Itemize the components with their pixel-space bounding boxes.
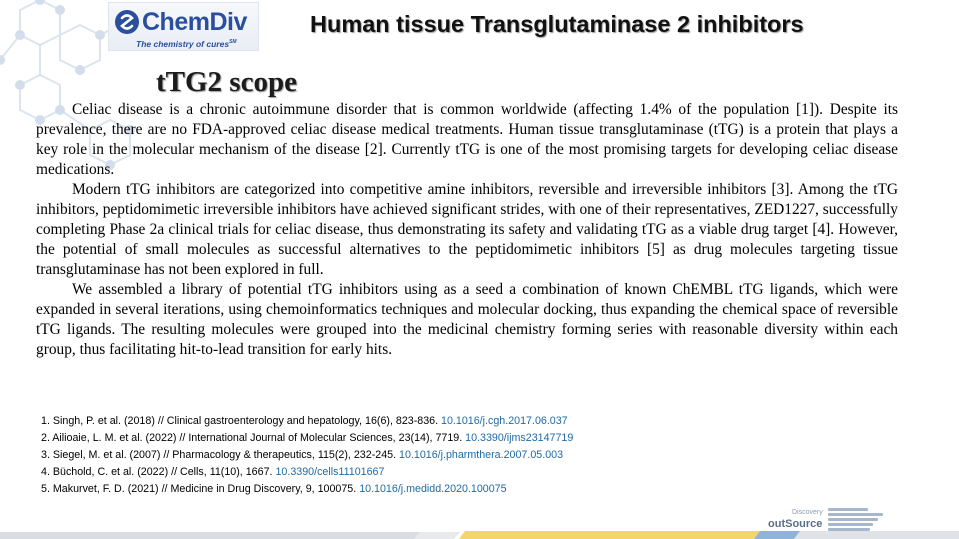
footer-brand: outSource xyxy=(768,518,823,530)
doi-link[interactable]: 10.1016/j.cgh.2017.06.037 xyxy=(441,415,568,427)
paragraph: Celiac disease is a chronic autoimmune disorder that is common worldwide (affecting 1.4% of the population [1]). Despite its prevalence, there are no FDA-approved celiac disease medical treatments. Human tissue transglutaminase (tTG) is a protein that plays a key role in the molecular mechanism of the disease [2]. Currently tTG is one of the most promising targets for developing celiac disease medications. xyxy=(36,101,898,178)
chemdiv-logo-icon xyxy=(114,9,140,35)
reference-item: 3. Siegel, M. et al. (2007) // Pharmacology & therapeutics, 115(2), 232-245. 10.1016/j.pharmthera.2007.05.003 xyxy=(41,449,564,461)
logo-name: ChemDiv xyxy=(142,8,247,36)
section-heading: tTG2 scope xyxy=(156,66,297,98)
slide-title: Human tissue Transglutaminase 2 inhibitors xyxy=(310,11,804,37)
body-text xyxy=(36,100,898,360)
reference-item: 1. Singh, P. et al. (2018) // Clinical gastroenterology and hepatology, 16(6), 823-836. 10.1016/j.cgh.2017.06.037 xyxy=(41,415,568,427)
footer-brand-small: Discovery xyxy=(792,509,823,516)
footer-tagline-graphic xyxy=(828,508,898,536)
logo-tagline: The chemistry of cures℠ xyxy=(136,38,237,49)
doi-link[interactable]: 10.1016/j.pharmthera.2007.05.003 xyxy=(399,449,564,461)
doi-link[interactable]: 10.1016/j.medidd.2020.100075 xyxy=(359,483,507,495)
paragraph: We assembled a library of potential tTG inhibitors using as a seed a combination of known ChEMBL tTG ligands, which were expanded in several iterations, using chemoinformatics techniques and molecular docking, thus expanding the chemical space of reversible tTG ligands. The resulting molecules were grouped into the medicinal chemistry forming series with reasonable diversity within each group, thus facilitating hit-to-lead transition for early hits. xyxy=(36,281,898,358)
reference-list xyxy=(41,413,573,498)
reference-item: 2. Ailioaie, L. M. et al. (2022) // International Journal of Molecular Sciences, 23(14), 7719. 10.3390/ijms23147719 xyxy=(41,432,574,444)
paragraph: Modern tTG inhibitors are categorized into competitive amine inhibitors, reversible and irreversible inhibitors [3]. Among the tTG inhibitors, peptidomimetic irreversible inhibitors have achieved significant strides, with one of their representatives, ZED1227, successfully completing Phase 2a clinical trials for celiac disease, thus demonstrating its safety and validating tTG as a viable drug target [4]. However, the potential of small molecules as successful alternatives to the peptidomimetic inhibitors [5] as drug molecules targeting tissue transglutaminase has not been explored in full. xyxy=(36,181,898,278)
chemdiv-logo xyxy=(108,2,259,51)
doi-link[interactable]: 10.3390/ijms23147719 xyxy=(465,432,574,444)
reference-item: 4. Büchold, C. et al. (2022) // Cells, 11(10), 1667. 10.3390/cells11101667 xyxy=(41,466,385,478)
doi-link[interactable]: 10.3390/cells11101667 xyxy=(275,466,385,478)
reference-item: 5. Makurvet, F. D. (2021) // Medicine in Drug Discovery, 9, 100075. 10.1016/j.medidd.2020.100075 xyxy=(41,483,507,495)
